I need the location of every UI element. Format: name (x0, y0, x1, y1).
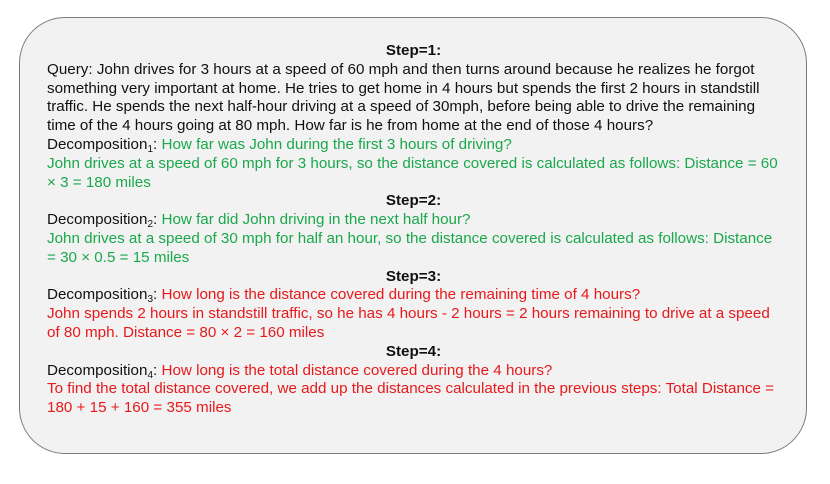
decomposition-index: 4 (147, 369, 154, 381)
step-4-question: How long is the total distance covered during the 4 hours? (161, 361, 553, 379)
step-3-question: How long is the distance covered during the remaining time of 4 hours? (161, 286, 641, 304)
step-2-decomposition (47, 211, 780, 230)
step-2-title: Step=2: (385, 192, 442, 210)
step-1-decomposition (47, 136, 780, 155)
step-2-answer: John drives at a speed of 30 mph for half an hour, so the distance covered is calculated as follows: Distance = 30 × 0.5 = 15 miles (47, 229, 773, 266)
step-4-title: Step=4: (385, 342, 442, 360)
step-4-decomposition (47, 362, 780, 381)
step-2-question: How far did John driving in the next half hour? (161, 211, 471, 229)
step-3-answer: John spends 2 hours in standstill traffic, so he has 4 hours - 2 hours = 2 hours remaining to drive at a speed of 80 mph. Distance = 80 × 2 = 160 miles (47, 305, 770, 341)
step-4-answer: To find the total distance covered, we add up the distances calculated in the previous steps: Total Distance = 180 + 15 + 160 = 355 miles (47, 380, 775, 417)
step-3-decomposition (47, 286, 780, 305)
step-1-title: Step=1: (385, 42, 442, 59)
decomposition-index: 3 (147, 294, 154, 306)
decomposition-separator: : (153, 286, 162, 304)
decomposition-separator: : (153, 361, 162, 379)
decomposition-separator: : (153, 211, 162, 229)
decomposition-index: 2 (147, 219, 154, 231)
step-3-title: Step=3: (385, 267, 442, 285)
reasoning-panel (19, 17, 807, 454)
decomposition-label: Decomposition (47, 135, 148, 153)
decomposition-label: Decomposition (47, 286, 148, 304)
decomposition-label: Decomposition (47, 211, 148, 229)
step-1-answer: John drives at a speed of 60 mph for 3 hours, so the distance covered is calculated as follows: Distance = 60 × 3 = 180 miles (47, 154, 778, 191)
query-label: Query: (47, 60, 97, 78)
decomposition-separator: : (153, 135, 162, 153)
query-line (47, 61, 780, 136)
step-1-question: How far was John during the first 3 hours of driving? (161, 135, 512, 153)
decomposition-index: 1 (147, 143, 154, 155)
decomposition-label: Decomposition (47, 361, 148, 379)
query-text: John drives for 3 hours at a speed of 60 mph and then turns around because he realizes he forgot something very important at home. He tries to get home in 4 hours but spends the first 2 hours in standstill traffic. He spends the next half-hour driving at a speed of 30mph, before being able to drive the remaining time of the 4 hours going at 80 mph. How far is he from home at the end of those 4 hours? (47, 60, 760, 135)
